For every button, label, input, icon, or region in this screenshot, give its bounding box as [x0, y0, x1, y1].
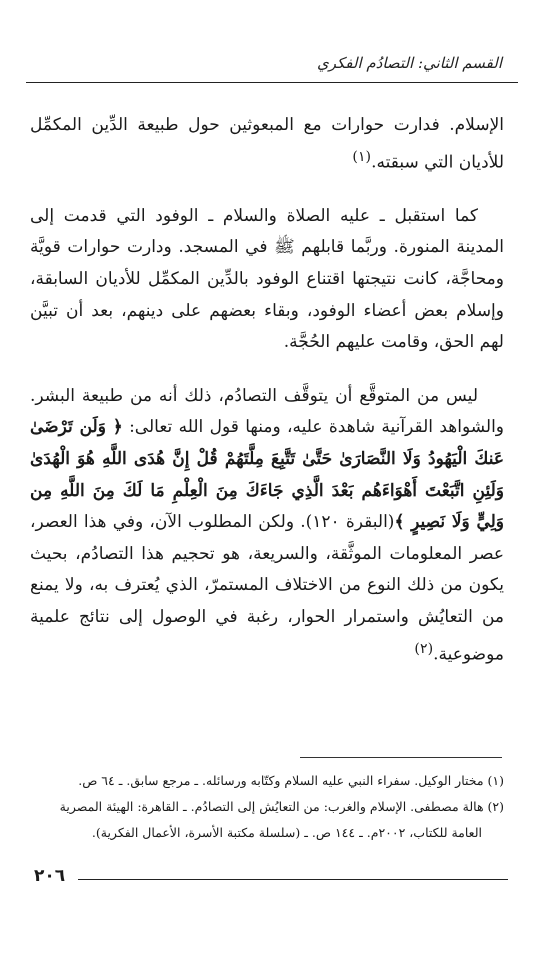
page-number: ٢٠٦	[34, 866, 66, 886]
verse-reference: (البقرة ١٢٠).	[300, 512, 395, 533]
paragraph-2: كما استقبل ـ عليه الصلاة والسلام ـ الوفود التي قدمت إلى المدينة المنورة. وربَّما قابلهم ﷺ في المسجد. ودارت حوارات قويَّة ومحاجَّة، كانت نتيجتها اقتناع الوفود بالدِّين المكمِّل للأديان السابقة، وإسلام بعض أعضاء الوفود، وبقاء بعضهم على دينهم، بعد أن تبيَّن لهم الحق، وقامت عليهم الحُجَّة.	[30, 205, 504, 353]
paragraph-3-intro: ليس من المتوقَّع أن يتوقَّف التصادُم، ذلك أنه من طبيعة البشر. والشواهد القرآنية شاهدة عليه، ومنها قول الله تعالى:	[30, 385, 505, 438]
footer-rule	[78, 879, 508, 880]
paragraph-3	[30, 381, 504, 671]
footnote-2-continuation: العامة للكتاب، ٢٠٠٢م. ـ ١٤٤ ص. ـ (سلسلة مكتبة الأسرة، الأعمال الفكرية).	[91, 825, 482, 840]
footnote-2: (٢) هالة مصطفى. الإسلام والغرب: من التعايُش إلى التصادُم. ـ القاهرة: الهيئة المصرية	[59, 799, 504, 814]
quran-verse: ﴿ وَلَن تَرْضَىٰ عَنكَ الْيَهُودُ وَلَا النَّصَارَىٰ حَتَّىٰ تَتَّبِعَ مِلَّتَهُمْ قُلْ إِنَّ هُدَى اللَّهِ هُوَ الْهُدَىٰ وَلَئِنِ اتَّبَعْتَ أَهْوَاءَهُم بَعْدَ الَّذِي جَاءَكَ مِنَ الْعِلْمِ مَا لَكَ مِنَ اللَّهِ مِن وَلِيٍّ وَلَا نَصِيرٍ ﴾	[30, 417, 505, 533]
footnote-rule	[300, 757, 502, 758]
footnote-ref-1: (١)	[352, 148, 372, 165]
paragraph-1-text: الإسلام. فدارت حوارات مع المبعوثين حول طبيعة الدِّين المكمِّل للأديان التي سبقته.	[30, 115, 504, 173]
footnotes	[28, 768, 504, 846]
body-text	[30, 110, 504, 671]
paragraph-1	[30, 110, 504, 179]
footnote-ref-2: (٢)	[414, 640, 434, 657]
running-head: القسم الثاني: التصادُم الفكري	[317, 54, 502, 72]
footnote-1: (١) مختار الوكيل. سفراء النبي عليه السلام وكتّابه ورسائله. ـ مرجع سابق. ـ ٦٤ ص.	[78, 773, 504, 788]
paragraph-3-rest: ولكن المطلوب الآن، وفي هذا العصر، عصر المعلومات الموثَّقة، والسريعة، هو تحجيم هذا التصادُم، بحيث يكون من ذلك النوع من الاختلاف المستمرّ، الذي يُعترف به، ولا يمنع من التعايُش واستمرار الحوار، رغبة في الوصول إلى نتائج علمية موضوعية.	[30, 512, 504, 665]
header-rule	[26, 82, 518, 83]
